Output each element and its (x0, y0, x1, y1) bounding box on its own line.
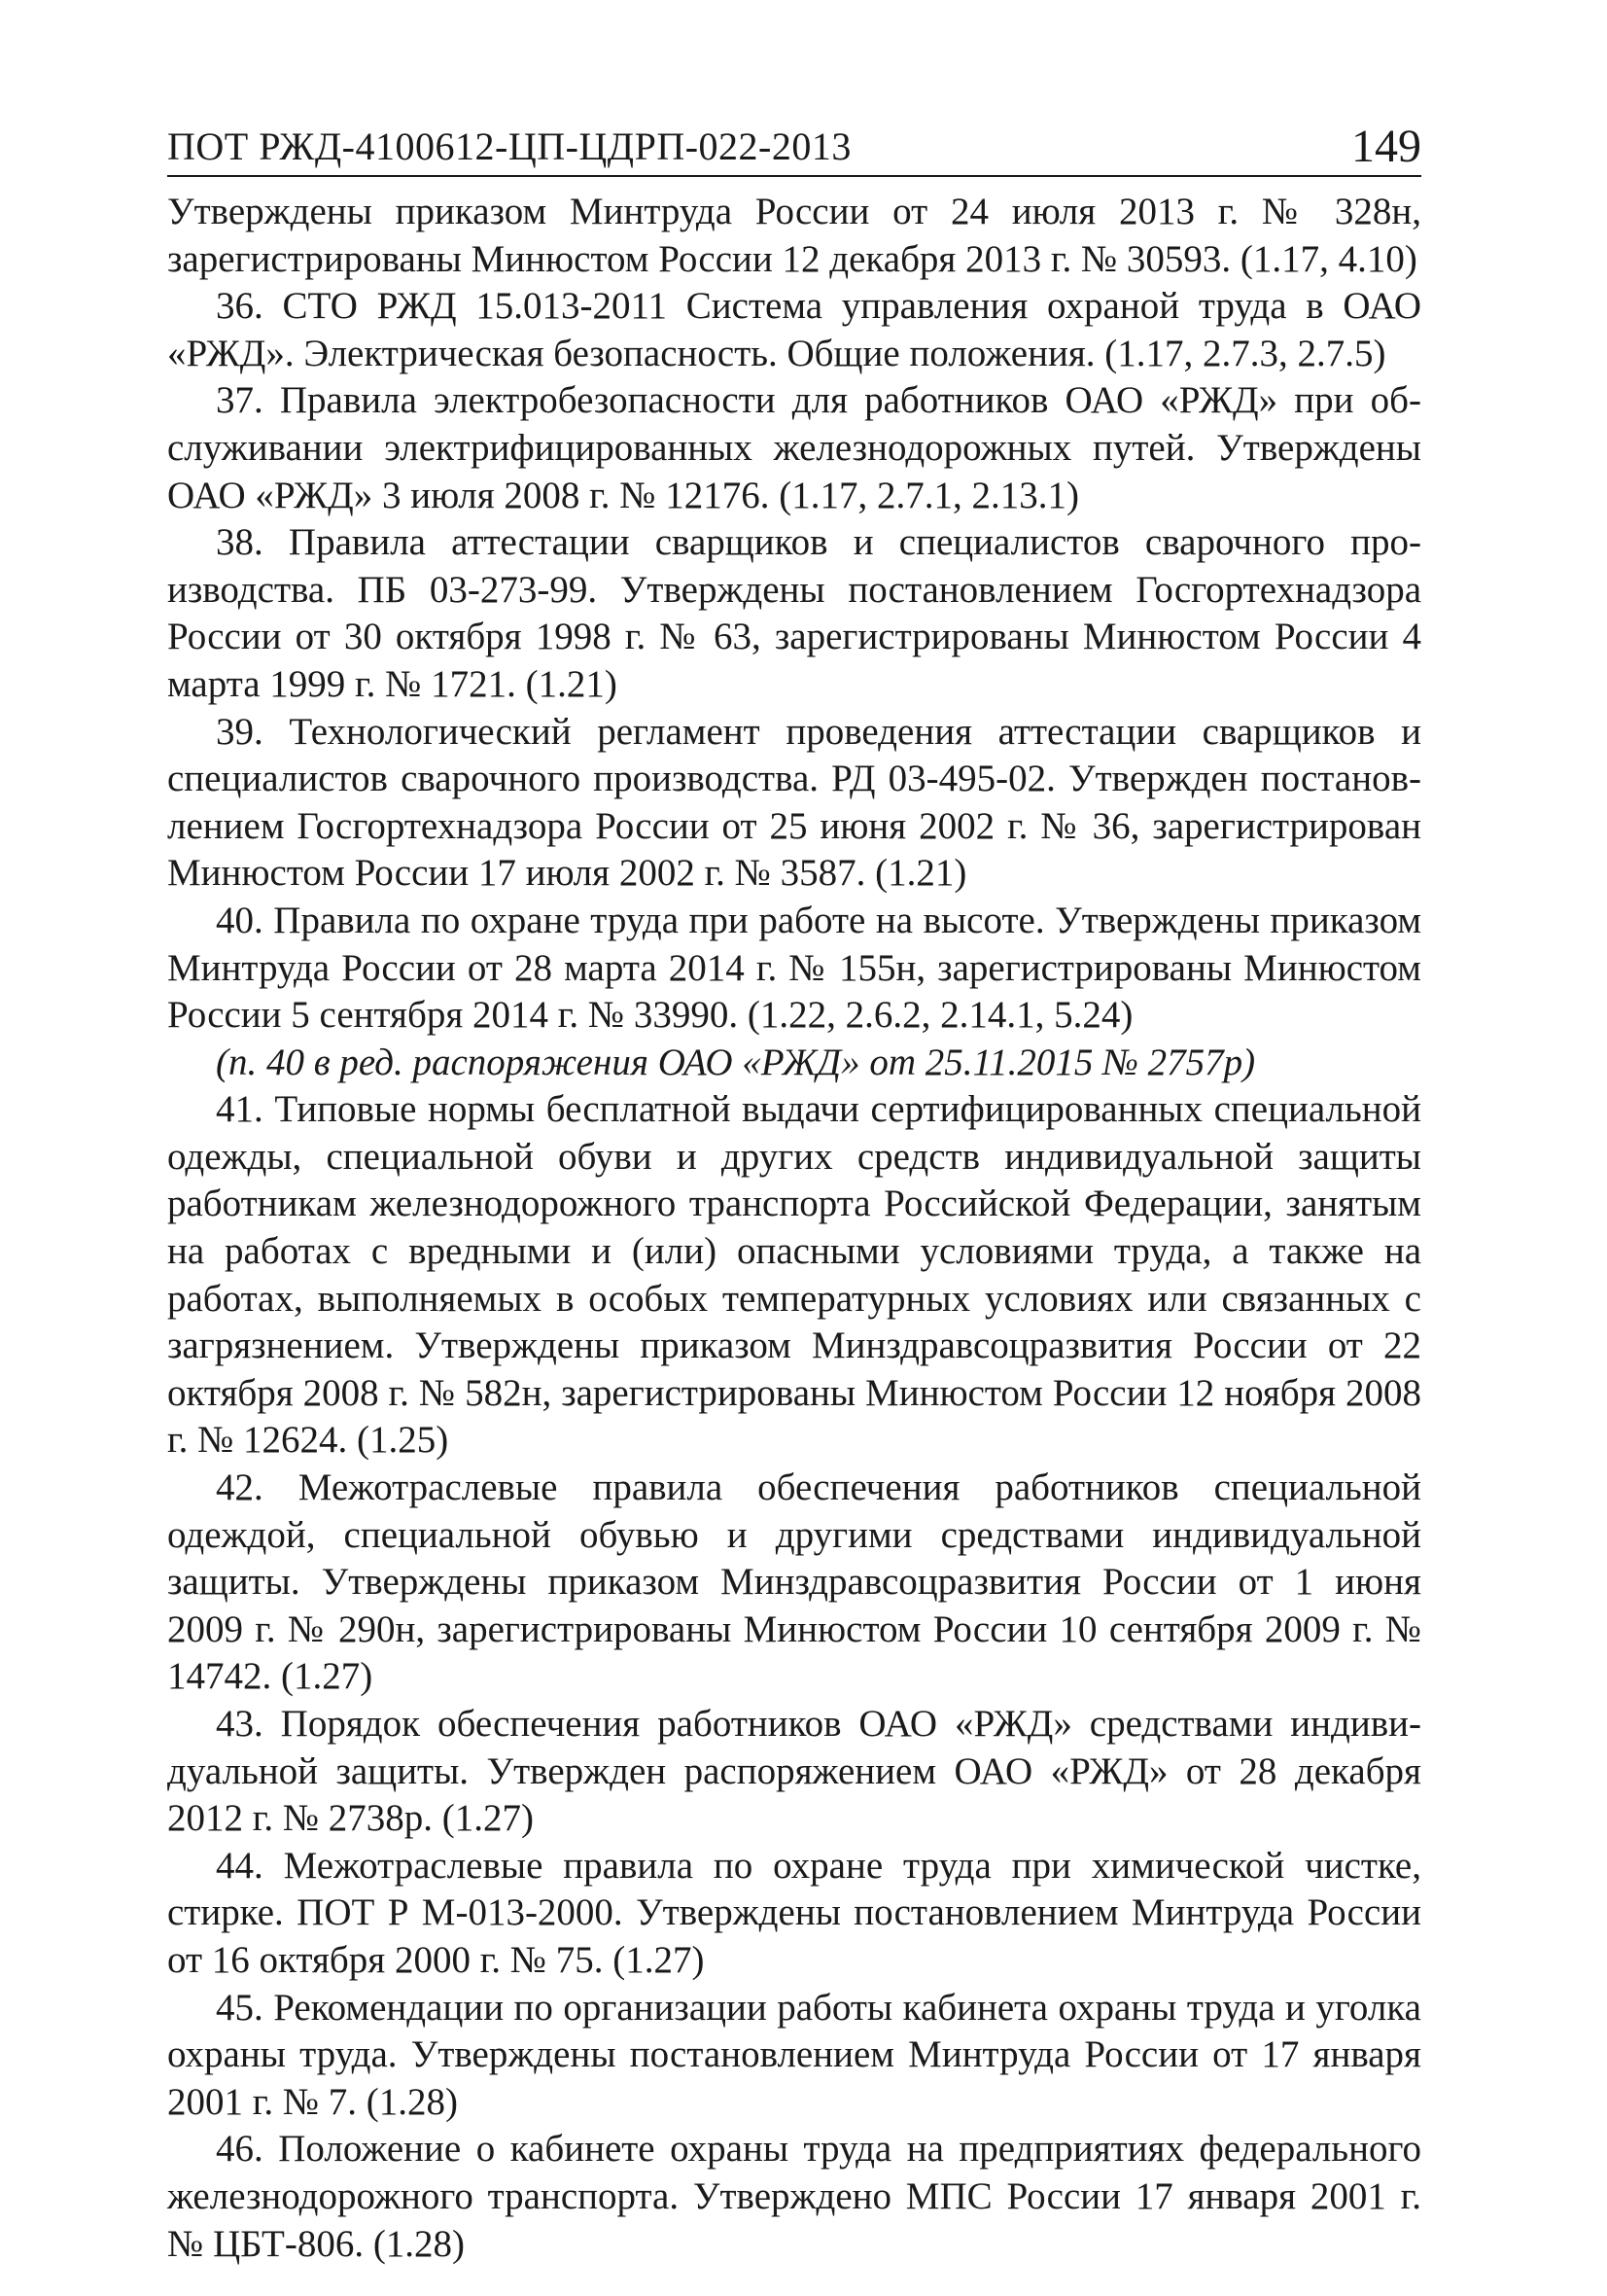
list-item-46: 46. Положение о кабинете охраны труда на предприятиях федерального железнодорожного транспорта. Утверждено МПС России 17 января 2001 г. № ЦБТ-806. (1.28) (167, 2128, 1421, 2265)
list-item-40: 40. Правила по охране труда при работе на высоте. Утверждены приказом Минтруда России от 28 марта 2014 г. № 155н, зарегистрированы Минюстом России 5 сентября 2014 г. № 33990. (1.22, 2.6.2, 2.14.1, 5.24) (167, 899, 1421, 1037)
list-item-43: 43. Порядок обеспечения работников ОАО «РЖД» средствами индивидуальной защиты. Утвержден распоряжением ОАО «РЖД» от 28 декабря 2012 г. № 2738р. (1.27) (167, 1703, 1421, 1840)
list-item-44: 44. Межотраслевые правила по охране труда при химической чистке, стирке. ПОТ Р М-013-2000. Утверждены постановлением Минтруда России от 16 октября 2000 г. № 75. (1.27) (167, 1844, 1421, 1981)
list-item-41: 41. Типовые нормы бесплатной выдачи сертифицированных специальной одежды, специальной обуви и других средств индивидуальной защиты работникам железнодорожного транспорта Российской Федерации, занятым на работах с вредными и (или) опасными условиями труда, а также на работах, выполняемых в особых температурных условиях или связанных с загрязнением. Утверждены приказом Минздравсоцразвития России от 22 октября 2008 г. № 582н, зарегистрированы Минюстом России 12 ноября 2008 г. № 12624. (1.25) (167, 1088, 1421, 1462)
list-item-38: 38. Правила аттестации сварщиков и специалистов сварочного производства. ПБ 03-273-99. Утверждены постановлением Госгортехнадзора России от 30 октября 1998 г. № 63, зарегистрированы Минюстом России 4 марта 1999 г. № 1721. (1.21) (167, 521, 1421, 705)
list-item-39: 39. Технологический регламент проведения аттестации сварщиков и специалистов сварочного производства. РД 03-495-02. Утвержден постановлением Госгортехнадзора России от 25 июня 2002 г. № 36, зарегистрирован Минюстом России 17 июля 2002 г. № 3587. (1.21) (167, 710, 1421, 895)
edition-note: (п. 40 в ред. распоряжения ОАО «РЖД» от 25.11.2015 № 2757р) (216, 1041, 1256, 1083)
list-item-42: 42. Межотраслевые правила обеспечения работников специальной одеждой, специальной обувью и другими средствами индивидуальной защиты. Утверждены приказом Минздравсоцразвития России от 1 июня 2009 г. № 290н, зарегистрированы Минюстом России 10 сентября 2009 г. № 14742. (1.27) (167, 1466, 1421, 1698)
list-item-37: 37. Правила электробезопасности для работников ОАО «РЖД» при обслуживании электрифицированных железнодорожных путей. Утверждены ОАО «РЖД» 3 июля 2008 г. № 12176. (1.17, 2.7.1, 2.13.1) (167, 379, 1421, 516)
paragraph-continuation: Утверждены приказом Минтруда России от 24 июля 2013 г. № 328н, зарегистрированы Минюстом России 12 декабря 2013 г. № 30593. (1.17, 4.10) (167, 191, 1421, 280)
page-number: 149 (1351, 121, 1421, 172)
document-body (167, 189, 1421, 2268)
list-item-36: 36. СТО РЖД 15.013-2011 Система управления охраной труда в ОАО «РЖД». Электрическая безопасность. Общие положения. (1.17, 2.7.3, 2.7.5) (167, 285, 1421, 374)
list-item-45: 45. Рекомендации по организации работы кабинета охраны труда и уголка охраны труда. Утверждены постановлением Минтруда России от 17 января 2001 г. № 7. (1.28) (167, 1986, 1421, 2123)
document-code: ПОТ РЖД-4100612-ЦП-ЦДРП-022-2013 (167, 124, 852, 168)
running-header (167, 115, 1421, 177)
